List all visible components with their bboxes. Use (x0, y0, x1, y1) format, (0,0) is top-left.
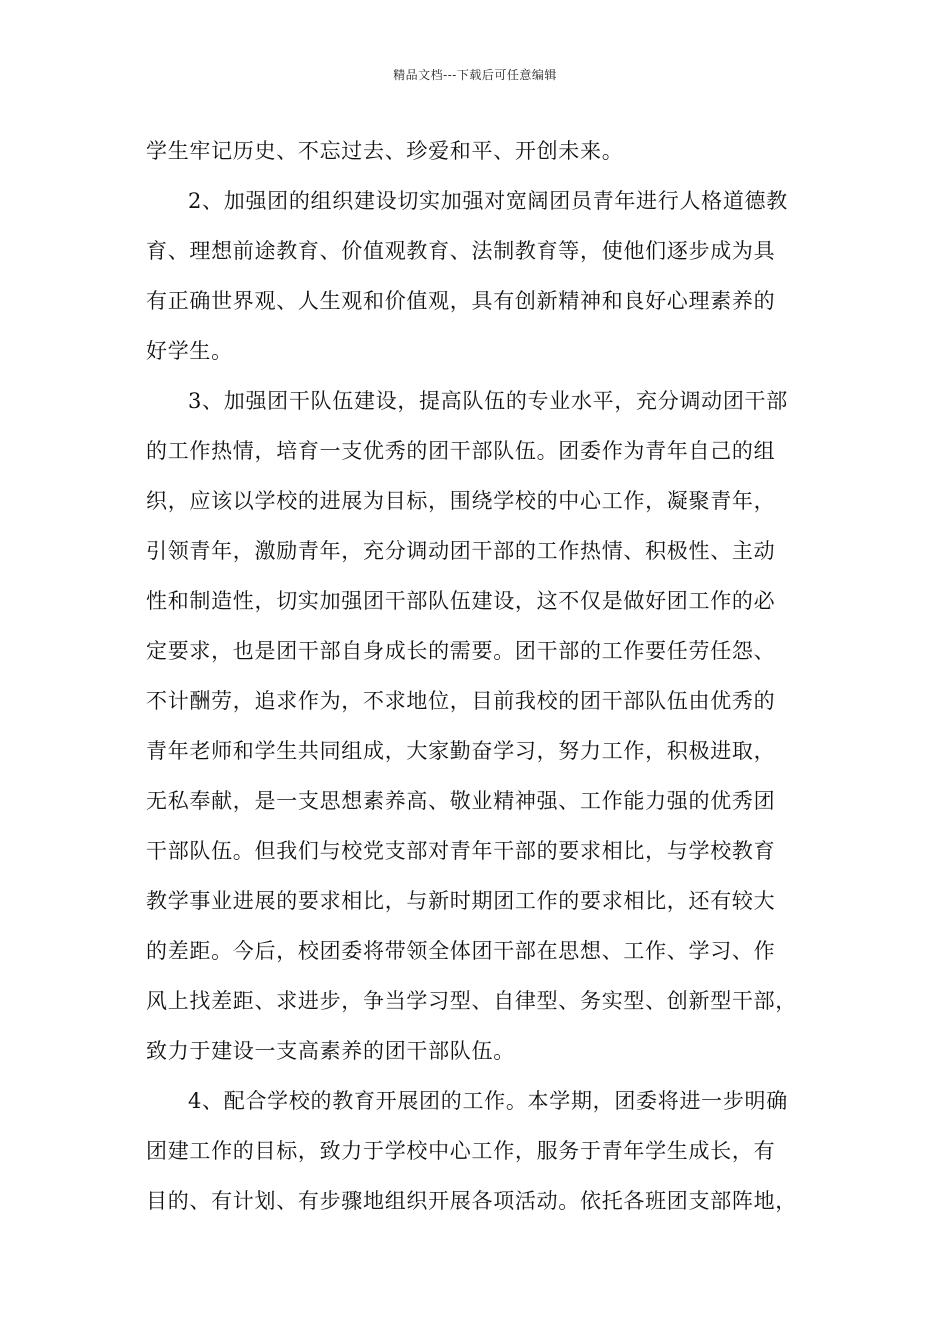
text-line: 青年老师和学生共同组成，大家勤奋学习，努力工作，积极进取， (146, 739, 776, 763)
paragraph-start-line: 2、加强团的组织建设切实加强对宽阔团员青年进行人格道德教 (188, 189, 788, 213)
text-line: 无私奉献，是一支思想素养高、敬业精神强、工作能力强的优秀团 (146, 789, 776, 813)
text-line: 致力于建设一支高素养的团干部队伍。 (146, 1039, 515, 1063)
text-line: 教学事业进展的要求相比，与新时期团工作的要求相比，还有较大 (146, 889, 776, 913)
text-line: 学生牢记历史、不忘过去、珍爱和平、开创未来。 (146, 139, 624, 163)
text-line: 有正确世界观、人生观和价值观，具有创新精神和良好心理素养的 (146, 289, 776, 313)
page-header: 精品文档---下载后可任意编辑 (393, 68, 557, 82)
text-line: 团建工作的目标，致力于学校中心工作，服务于青年学生成长，有 (146, 1139, 776, 1163)
text-line: 定要求，也是团干部自身成长的需要。团干部的工作要任劳任怨、 (146, 639, 776, 663)
text-line: 风上找差距、求进步，争当学习型、自律型、务实型、创新型干部， (146, 989, 797, 1013)
text-line: 干部队伍。但我们与校党支部对青年干部的要求相比，与学校教育 (146, 839, 776, 863)
text-line: 的差距。今后，校团委将带领全体团干部在思想、工作、学习、作 (146, 939, 776, 963)
text-line: 不计酬劳，追求作为，不求地位，目前我校的团干部队伍由优秀的 (146, 689, 776, 713)
document-body (146, 126, 806, 1226)
text-line: 性和制造性，切实加强团干部队伍建设，这不仅是做好团工作的必 (146, 589, 776, 613)
text-line: 引领青年，激励青年，充分调动团干部的工作热情、积极性、主动 (146, 539, 776, 563)
paragraph-start-line: 3、加强团干队伍建设，提高队伍的专业水平，充分调动团干部 (188, 389, 788, 413)
text-line: 育、理想前途教育、价值观教育、法制教育等，使他们逐步成为具 (146, 239, 776, 263)
text-line: 好学生。 (146, 339, 233, 363)
text-line: 织，应该以学校的进展为目标，围绕学校的中心工作，凝聚青年， (146, 489, 776, 513)
text-line: 目的、有计划、有步骤地组织开展各项活动。依托各班团支部阵地， (146, 1189, 797, 1213)
text-line: 的工作热情，培育一支优秀的团干部队伍。团委作为青年自己的组 (146, 439, 776, 463)
paragraph-start-line: 4、配合学校的教育开展团的工作。本学期，团委将进一步明确 (188, 1089, 788, 1113)
